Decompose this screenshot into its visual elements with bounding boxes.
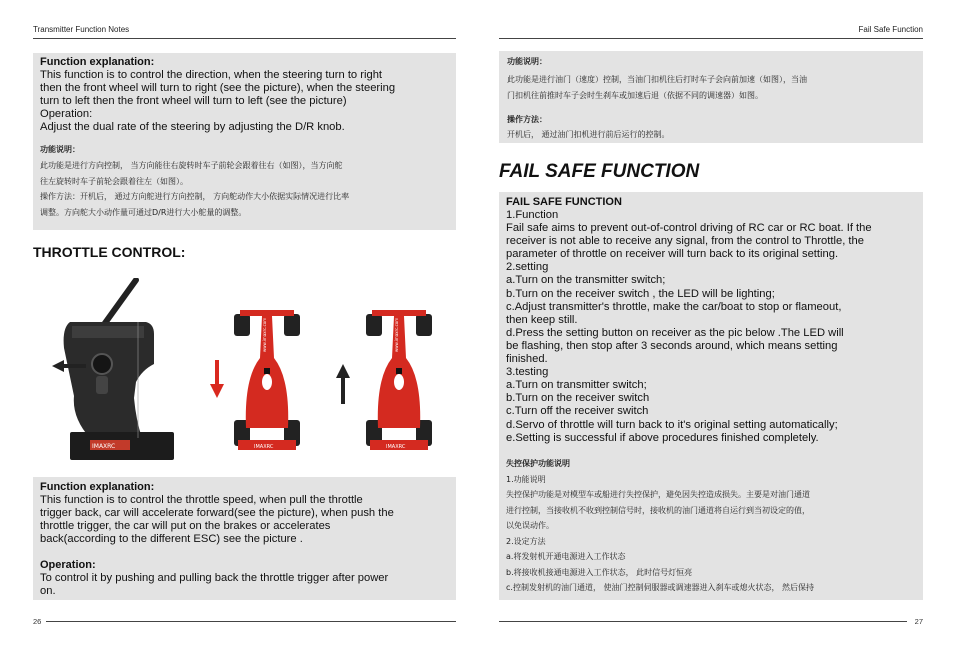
right-header-rule: [499, 38, 923, 39]
left-page-number: 26: [33, 617, 42, 626]
car-brand-label: IMAXRC: [254, 444, 274, 450]
throttle-zh-body: 此功能是进行油门（速度）控制，当油门扣机往后打时车子会向前加速（如图），当油 门扣机往前推时车子会时生刹车或加速后退（依据不同的调速器）如图。: [507, 75, 807, 100]
race-car-forward-illustration: [232, 308, 302, 456]
steering-zh-heading: 功能说明：: [40, 145, 80, 155]
steering-heading: Function explanation:: [40, 56, 155, 68]
steering-zh-body: 此功能是进行方向控制， 当方向能往右旋转时车子前轮会跟着往右（如图），当方向舵 往左旋转时车子前轮会跟着往左（如图）。 操作方法：开机后， 通过方向舵进行方向控制， 方向舵动作大小依据实际情况进行比率 调整。方向舵大小动作量可通过D/R进行大小舵量的调整。: [40, 161, 350, 217]
throttle-heading: Function explanation:: [40, 481, 155, 493]
car-website-label: www.imaxrc.com: [262, 317, 267, 352]
fail-safe-box: [499, 192, 923, 600]
right-page-number: 27: [914, 617, 923, 626]
throttle-control-title: THROTTLE CONTROL:: [33, 244, 186, 260]
right-header: Fail Safe Function: [858, 25, 923, 34]
transmitter-brand-label: IMAXRC: [92, 443, 116, 450]
throttle-operation-body: To control it by pushing and pulling back the throttle trigger after power on.: [40, 572, 389, 598]
throttle-zh-op-body: 开机后， 通过油门扣机进行前后运行的控制。: [507, 130, 670, 139]
fail-safe-heading: FAIL SAFE FUNCTION: [506, 196, 622, 208]
right-footer-rule: [499, 621, 907, 622]
race-car-brake-illustration: [364, 308, 434, 456]
throttle-zh-box: [499, 51, 923, 143]
fail-safe-zh-body: 1.功能说明 失控保护功能是对模型车或船进行失控保护，避免因失控造成损失。主要是对油门通道 进行控制，当接收机不收到控制信号时，接收机的油门通道将自运行到当初设定的值， 以免误动作。 2.设定方法 a.将发射机开通电源进入工作状态 b.将接收机接通电源进入工作状态， 此时信号灯恒亮 c.控制发射机的油门通道， 使油门控制伺服器或调速器进入刹车或熄火状态， 然后保持: [506, 474, 815, 593]
transmitter-illustration: [50, 278, 180, 464]
throttle-zh-heading: 功能说明：: [507, 57, 547, 66]
arrow-down-icon: [210, 360, 224, 400]
car-website-label: www.imaxrc.com: [394, 317, 399, 352]
car-brand-label: IMAXRC: [386, 444, 406, 450]
left-footer-rule: [46, 621, 456, 622]
steering-body: This function is to control the direction, when the steering turn to right then the front wheel will turn to right (see the picture), when the steering turn to left then the front wheel will turn to left (see the picture) Operation: Adjust the dual rate of the steering by adjusting the D/R knob.: [40, 69, 396, 134]
throttle-body: This function is to control the throttle speed, when pull the throttle trigger back, car will accelerate forward(see the picture), when push the throttle trigger, the car will put on the brakes or accelerates back(according to the different ESC) see the picture .: [40, 494, 394, 546]
fail-safe-body: 1.Function Fail safe aims to prevent out-of-control driving of RC car or RC boat. If the receiver is not able to receive any signal, from the control to Throttle, the parameter of throttle on receiver will turn back to its original setting. 2.setting a.Turn on the transmitter switch; b.Turn on the receiver switch , the LED will be lighting; c.Adjust transmitter's throttle, make the car/boat to stop or flameout, then keep still. d.Press the setting button on receiver as the pic below .The LED will be flashing, then stop after 3 seconds around, which means setting finished. 3.testing a.Turn on transmitter switch; b.Turn on the receiver switch c.Turn off the receiver switch d.Servo of throttle will turn back to it's original setting automatically; e.Setting is successful if above procedures finished completely.: [506, 209, 872, 444]
throttle-zh-op-heading: 操作方法：: [507, 115, 547, 124]
fail-safe-title: FAIL SAFE FUNCTION: [499, 161, 700, 182]
throttle-operation-heading: Operation:: [40, 559, 96, 572]
throttle-explanation-box: [33, 477, 456, 600]
left-header-rule: [33, 38, 456, 39]
arrow-up-icon: [336, 364, 350, 404]
left-header: Transmitter Function Notes: [33, 25, 130, 34]
fail-safe-zh-heading: 失控保护功能说明: [506, 458, 570, 468]
steering-explanation-box: [33, 53, 456, 230]
